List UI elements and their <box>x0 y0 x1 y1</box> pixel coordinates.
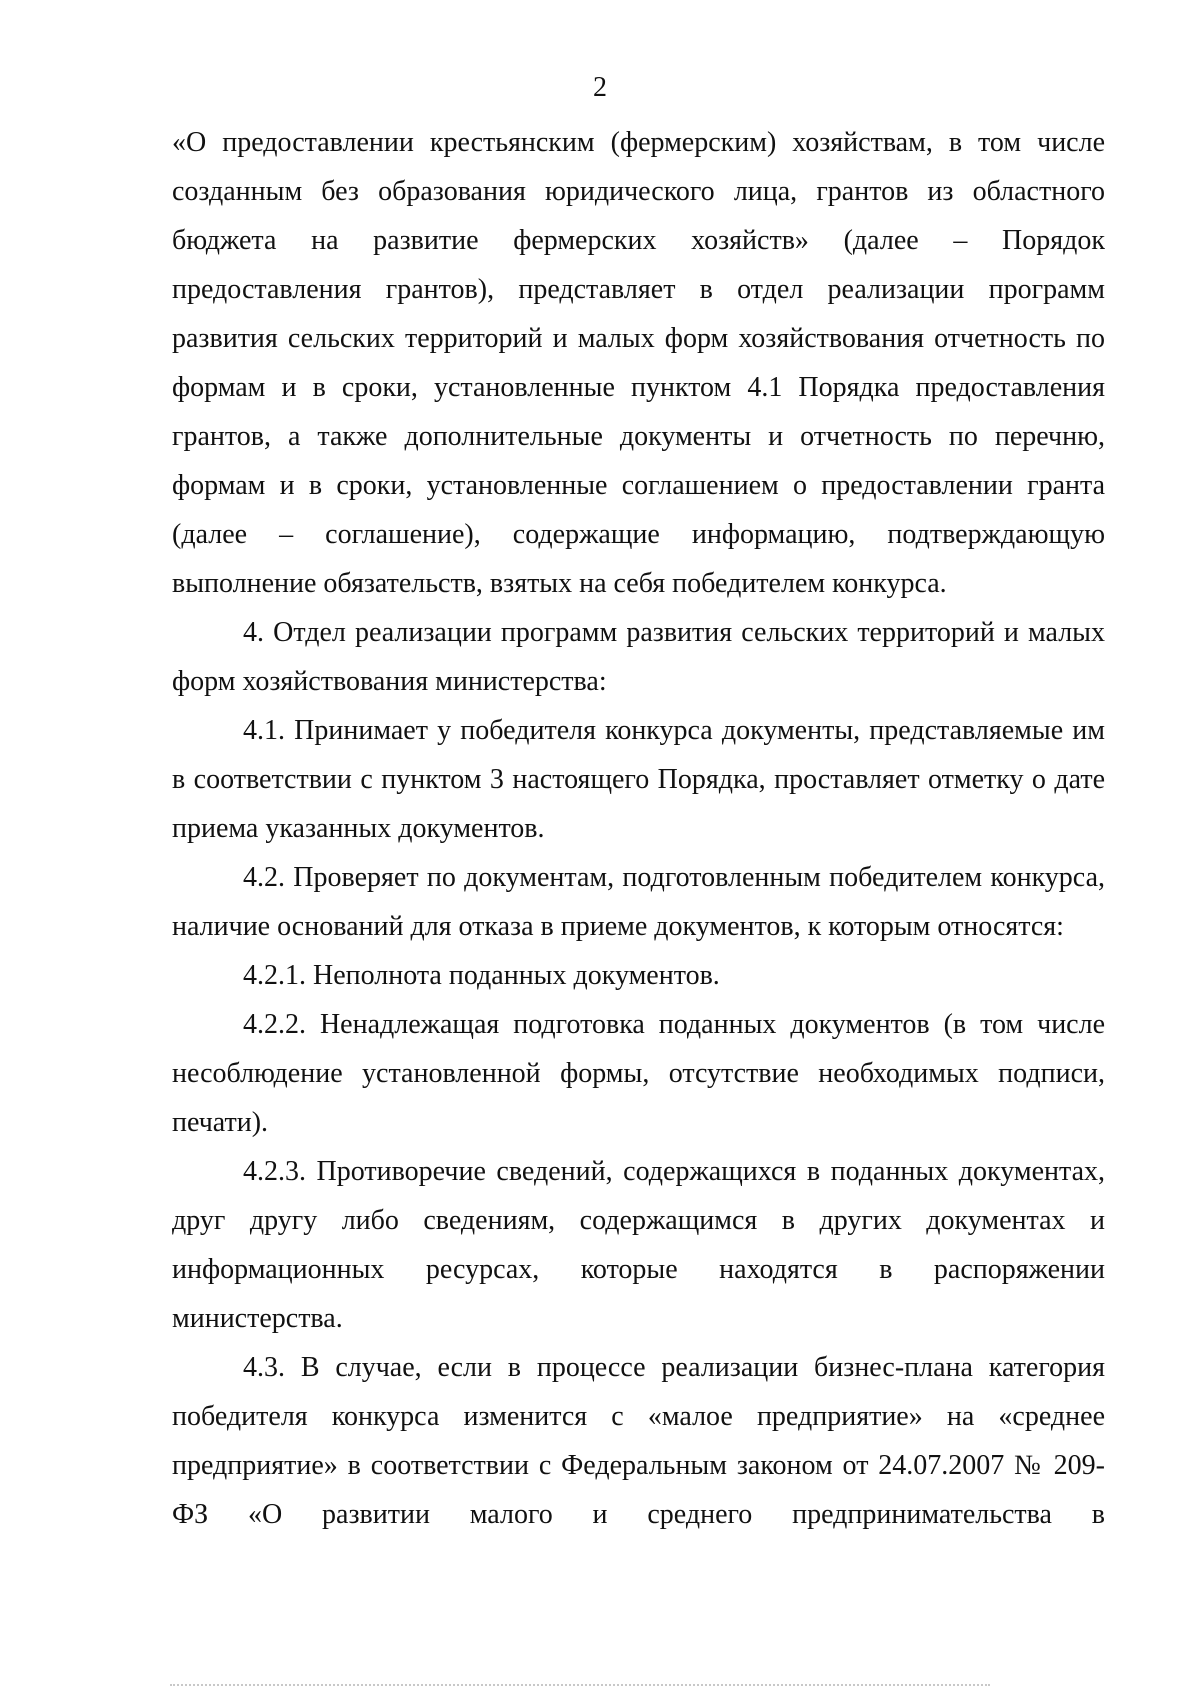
paragraph-section-4-2-3: 4.2.3. Противоречие сведений, содержащихся в поданных документах, друг другу либо сведениям, содержащимся в других документах и информационных ресурсах, которые находятся в распоряжении министерства. <box>172 1156 1105 1334</box>
paragraph-section-4-2: 4.2. Проверяет по документам, подготовленным победителем конкурса, наличие оснований для отказа в приеме документов, к которым относятся: <box>172 862 1105 942</box>
paragraph-section-4-2-2: 4.2.2. Ненадлежащая подготовка поданных документов (в том числе несоблюдение установленной формы, отсутствие необходимых подписи, печати). <box>172 1009 1105 1138</box>
paragraph-section-4-1: 4.1. Принимает у победителя конкурса документы, представляемые им в соответствии с пунктом 3 настоящего Порядка, проставляет отметку о дате приема указанных документов. <box>172 715 1105 844</box>
paragraph-section-4: 4. Отдел реализации программ развития сельских территорий и малых форм хозяйствования министерства: <box>172 617 1105 697</box>
paragraph-section-4-3: 4.3. В случае, если в процессе реализации бизнес-плана категория победителя конкурса изменится с «малое предприятие» на «среднее предприятие» в соответствии с Федеральным законом от 24.07.2007 № 209-ФЗ «О развитии малого и среднего предпринимательства в <box>172 1352 1105 1530</box>
paragraph-section-4-2-1: 4.2.1. Неполнота поданных документов. <box>243 960 720 991</box>
scan-bottom-edge <box>170 1684 990 1688</box>
document-body <box>172 118 1105 1539</box>
paragraph-grant-procedure-continuation: «О предоставлении крестьянским (фермерским) хозяйствам, в том числе созданным без образования юридического лица, грантов из областного бюджета на развитие фермерских хозяйств» (далее – Порядок предоставления грантов), представляет в отдел реализации программ развития сельских территорий и малых форм хозяйствования отчетность по формам и в сроки, установленные пунктом 4.1 Порядка предоставления грантов, а также дополнительные документы и отчетность по перечню, формам и в сроки, установленные соглашением о предоставлении гранта (далее – соглашение), содержащие информацию, подтверждающую выполнение обязательств, взятых на себя победителем конкурса. <box>172 127 1105 599</box>
page-number: 2 <box>593 72 607 103</box>
